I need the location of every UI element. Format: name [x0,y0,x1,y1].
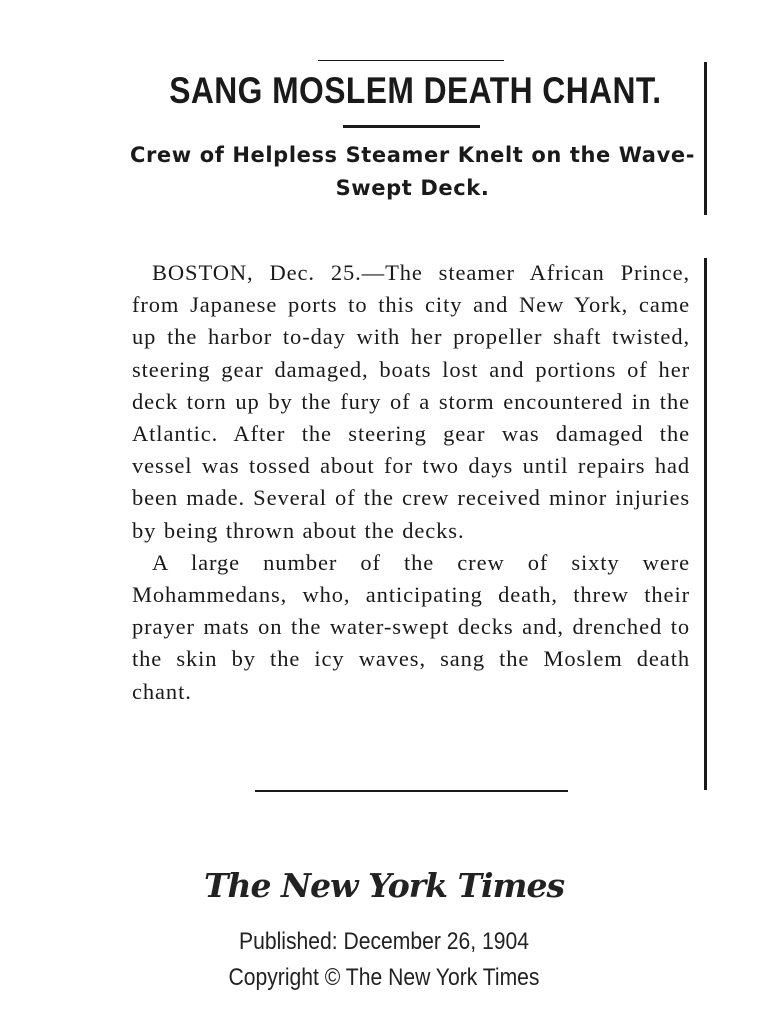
headline-divider [343,125,480,128]
article-paragraph-2: A large number of the crew of sixty were Mohammedans, who, anticipating death, threw their prayer mats on the water-swept decks and, drenched to the skin by the icy waves, sang the Moslem death chant. [132,549,690,704]
column-rule-lower [704,258,707,790]
copyright-notice: Copyright © The New York Times [228,964,540,991]
bottom-rule [255,790,568,792]
published-date: Published: December 26, 1904 [238,928,529,955]
article-paragraph-1: BOSTON, Dec. 25.—The steamer African Prince, from Japanese ports to this city and New York, came up the harbor to-day with her propeller shaft twisted, steering gear damaged, boats lost and portions of her deck torn up by the fury of a storm encountered in the Atlantic. After the steering gear was damaged the vessel was tossed about for two days until repairs had been made. Several of the crew received minor injuries by being thrown about the decks. [132,260,690,543]
top-rule [318,60,504,61]
article-body [132,257,690,708]
article-subheadline: Crew of Helpless Steamer Knelt on the Wave-Swept Deck. [129,143,696,200]
nyt-logo: The New York Times [203,866,565,905]
article-headline: SANG MOSLEM DEATH CHANT. [169,70,662,111]
